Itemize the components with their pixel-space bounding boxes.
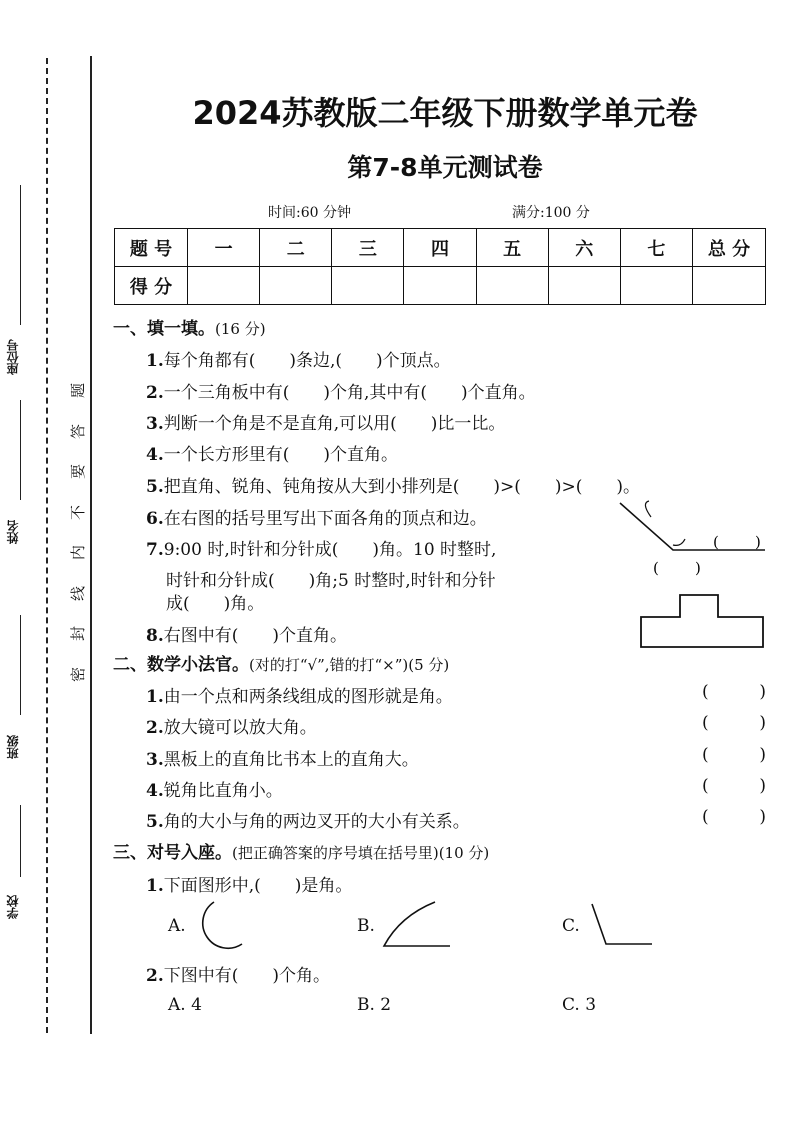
- time-info: 时间:60 分钟: [268, 205, 351, 221]
- question: 1.每个角都有( )条边,( )个顶点。: [146, 351, 451, 371]
- score-header-cell: 总 分: [693, 229, 766, 267]
- question: 3.判断一个角是不是直角,可以用( )比一比。: [146, 414, 506, 434]
- score-header-cell: 七: [620, 229, 692, 267]
- judge-question: 1.由一个点和两条线组成的图形就是角。: [146, 687, 453, 707]
- figure-bracket: (: [653, 559, 659, 577]
- seal-char: 内: [69, 544, 88, 561]
- binding-dashed-line: [46, 58, 48, 1033]
- option-b[interactable]: B. 2: [357, 995, 392, 1015]
- score-input-cell[interactable]: [188, 267, 260, 305]
- arc-mark: [673, 539, 685, 545]
- figure-bracket: (: [713, 533, 719, 551]
- binding-solid-line: [90, 56, 92, 1034]
- option-c-label[interactable]: C.: [562, 916, 580, 936]
- section3-heading: 三、对号入座。(把正确答案的序号填在括号里)(10 分): [113, 843, 490, 863]
- seal-line-text: [66, 380, 90, 704]
- score-input-cell[interactable]: [548, 267, 620, 305]
- score-value-row: [115, 267, 766, 305]
- curved-angle-icon: [380, 898, 455, 954]
- question-continued: 时针和分针成( )角;5 时整时,时针和分针: [166, 571, 496, 591]
- angle-lines: [620, 503, 765, 550]
- seat-underline[interactable]: [20, 185, 21, 325]
- question: 5.把直角、锐角、钝角按从大到小排列是( )>( )>( )。: [146, 477, 641, 497]
- answer-bracket[interactable]: ( ): [702, 776, 766, 796]
- score-input-cell[interactable]: [476, 267, 548, 305]
- name-underline[interactable]: [20, 400, 21, 500]
- arc-mark: [645, 501, 651, 517]
- answer-bracket[interactable]: ( ): [702, 807, 766, 827]
- seal-char: 封: [69, 625, 88, 642]
- score-input-cell[interactable]: [620, 267, 692, 305]
- school-field: [2, 805, 42, 919]
- section2-heading: 二、数学小法官。(对的打“√”,错的打“×”)(5 分): [113, 655, 450, 675]
- judge-question: 5.角的大小与角的两边叉开的大小有关系。: [146, 812, 470, 832]
- t-shape-figure: [638, 592, 768, 652]
- score-header-cell: 三: [332, 229, 404, 267]
- choice-question: 1.下面图形中,( )是角。: [146, 876, 353, 896]
- answer-bracket[interactable]: ( ): [702, 713, 766, 733]
- option-a-label[interactable]: A.: [168, 916, 186, 936]
- seat-field: [2, 185, 42, 375]
- school-underline[interactable]: [20, 805, 21, 877]
- score-header-row: [115, 229, 766, 267]
- name-field: [2, 400, 42, 545]
- score-header-cell: 题 号: [115, 229, 188, 267]
- score-input-cell[interactable]: [693, 267, 766, 305]
- score-info: 满分:100 分: [512, 205, 590, 221]
- angle-icon: [588, 900, 658, 950]
- score-header-cell: 二: [260, 229, 332, 267]
- seal-char: 答: [69, 423, 88, 439]
- score-header-cell: 六: [548, 229, 620, 267]
- option-b-label[interactable]: B.: [357, 916, 375, 936]
- seal-char: 要: [69, 463, 88, 480]
- section1-heading: 一、填一填。(16 分): [113, 319, 266, 339]
- class-underline[interactable]: [20, 615, 21, 715]
- question-continued: 成( )角。: [166, 594, 265, 614]
- figure-bracket: ): [755, 533, 761, 551]
- score-input-cell[interactable]: [404, 267, 476, 305]
- page-subtitle: 第7-8单元测试卷: [347, 153, 543, 182]
- page-title: 2024苏教版二年级下册数学单元卷: [192, 94, 698, 132]
- option-c[interactable]: C. 3: [562, 995, 597, 1015]
- score-header-cell: 五: [476, 229, 548, 267]
- seal-char: 线: [69, 585, 88, 601]
- class-field: [2, 615, 42, 760]
- score-header-cell: 四: [404, 229, 476, 267]
- score-input-cell[interactable]: [332, 267, 404, 305]
- angle-figure: [615, 495, 775, 585]
- answer-bracket[interactable]: ( ): [702, 682, 766, 702]
- figure-bracket: ): [695, 559, 701, 577]
- score-header-cell: 一: [188, 229, 260, 267]
- class-label: 班级: [6, 735, 20, 759]
- question: 4.一个长方形里有( )个直角。: [146, 445, 399, 465]
- crescent-icon: [192, 898, 252, 954]
- option-a[interactable]: A. 4: [168, 995, 202, 1015]
- question: 8.右图中有( )个直角。: [146, 626, 348, 646]
- school-label: 学校: [6, 895, 20, 919]
- seal-char: 不: [69, 504, 88, 520]
- seat-label: 座位号: [6, 339, 20, 375]
- choice-question: 2.下图中有( )个角。: [146, 966, 331, 986]
- seal-char: 题: [69, 382, 88, 399]
- seal-char: 密: [69, 666, 88, 682]
- answer-bracket[interactable]: ( ): [702, 745, 766, 765]
- judge-question: 2.放大镜可以放大角。: [146, 718, 317, 738]
- score-row-label: 得 分: [115, 267, 188, 305]
- question: 7.9:00 时,时针和分针成( )角。10 时整时,: [146, 540, 497, 560]
- question: 6.在右图的括号里写出下面各角的顶点和边。: [146, 509, 487, 529]
- t-shape-outline: [641, 595, 763, 647]
- question: 2.一个三角板中有( )个角,其中有( )个直角。: [146, 383, 536, 403]
- judge-question: 4.锐角比直角小。: [146, 781, 283, 801]
- score-table: [114, 228, 766, 305]
- judge-question: 3.黑板上的直角比书本上的直角大。: [146, 750, 419, 770]
- score-input-cell[interactable]: [260, 267, 332, 305]
- name-label: 姓名: [6, 520, 20, 544]
